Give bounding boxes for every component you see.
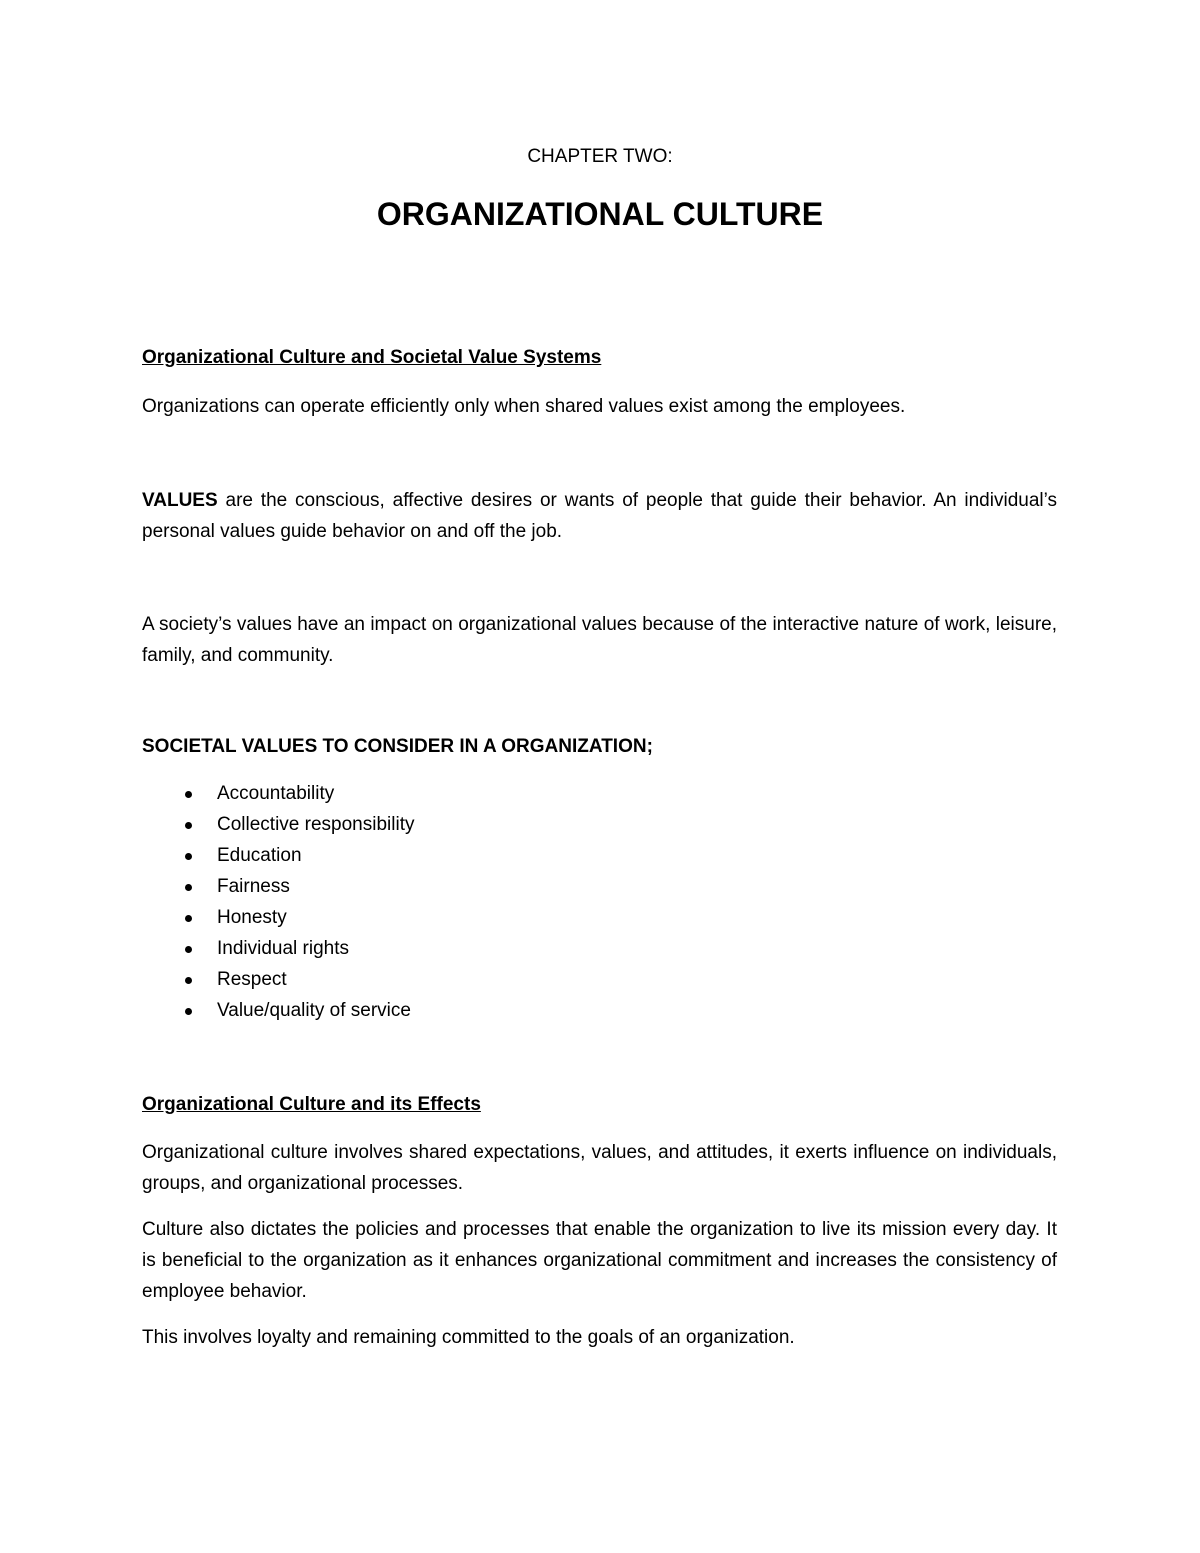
section-heading-value-systems: Organizational Culture and Societal Value Systems xyxy=(142,347,602,368)
section-heading-culture-effects: Organizational Culture and its Effects xyxy=(142,1094,481,1115)
list-item: Respect xyxy=(142,968,414,999)
societal-values-heading: SOCIETAL VALUES TO CONSIDER IN A ORGANIZATION; xyxy=(142,736,653,757)
bullet-icon xyxy=(185,884,192,891)
list-item: Individual rights xyxy=(142,937,414,968)
bullet-icon xyxy=(185,977,192,984)
societal-values-list xyxy=(142,782,414,1030)
values-definition-text: are the conscious, affective desires or wants of people that guide their behavior. An individual’s personal values guide behavior on and off the job. xyxy=(142,490,1057,542)
society-values-paragraph: A society’s values have an impact on organizational values because of the interactive nature of work, leisure, family, and community. xyxy=(142,614,1057,666)
chapter-label: CHAPTER TWO: xyxy=(527,146,673,167)
list-item: Education xyxy=(142,844,414,875)
bullet-icon xyxy=(185,946,192,953)
list-item: Fairness xyxy=(142,875,414,906)
bullet-icon xyxy=(185,915,192,922)
bullet-icon xyxy=(185,822,192,829)
bullet-icon xyxy=(185,853,192,860)
culture-effects-paragraph-1: Organizational culture involves shared expectations, values, and attitudes, it exerts influence on individuals, groups, and organizational processes. xyxy=(142,1142,1057,1194)
list-item: Accountability xyxy=(142,782,414,813)
bullet-icon xyxy=(185,791,192,798)
list-item: Honesty xyxy=(142,906,414,937)
culture-effects-paragraph-2: Culture also dictates the policies and processes that enable the organization to live its mission every day. It is beneficial to the organization as it enhances organizational commitment and increases the consistency of employee behavior. xyxy=(142,1219,1057,1302)
intro-paragraph: Organizations can operate efficiently only when shared values exist among the employees. xyxy=(142,396,906,417)
values-definition-paragraph xyxy=(142,485,1057,547)
list-item: Value/quality of service xyxy=(142,999,414,1030)
page-title: ORGANIZATIONAL CULTURE xyxy=(376,196,824,232)
bullet-icon xyxy=(185,1008,192,1015)
list-item: Collective responsibility xyxy=(142,813,414,844)
culture-effects-paragraph-3: This involves loyalty and remaining committed to the goals of an organization. xyxy=(142,1327,795,1348)
values-term: VALUES xyxy=(142,490,218,511)
